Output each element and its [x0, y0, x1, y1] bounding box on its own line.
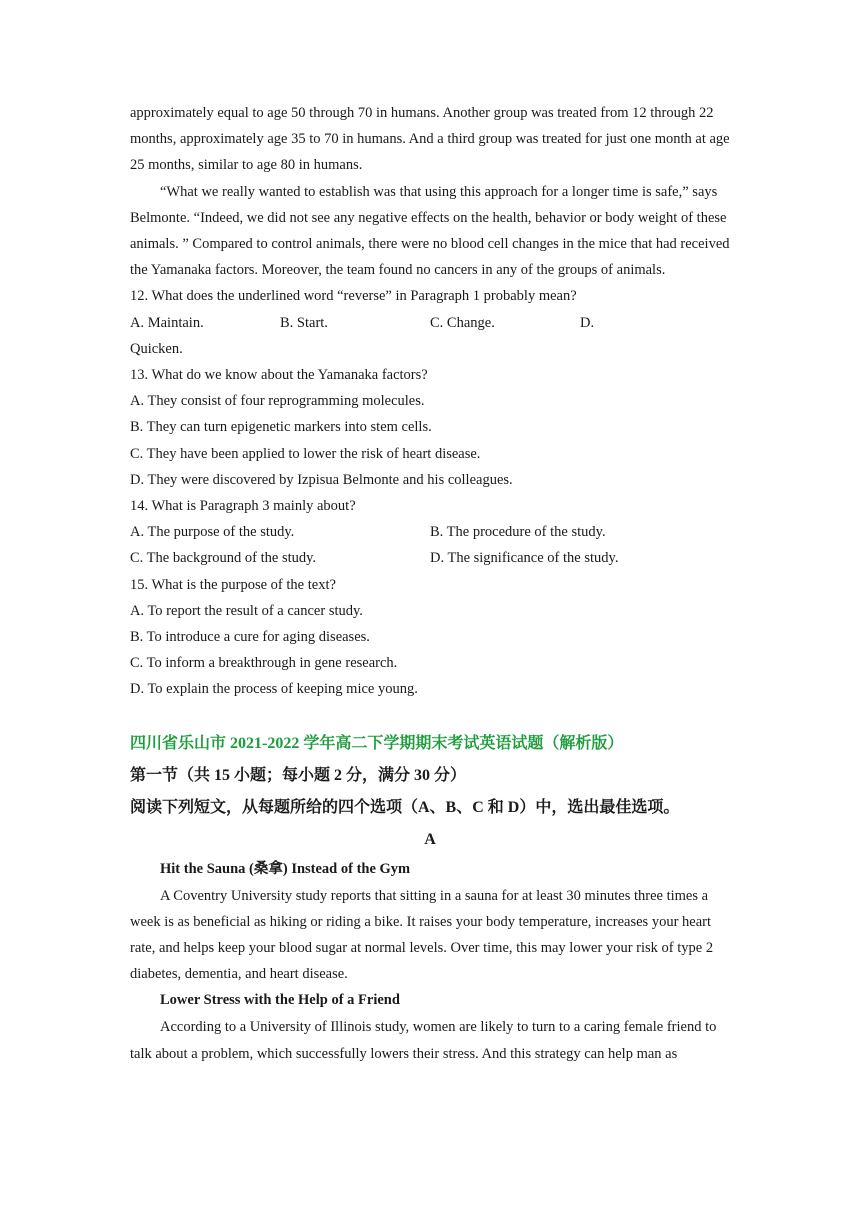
passage-subheading: Hit the Sauna (桑拿) Instead of the Gym [160, 860, 411, 877]
passage-subheading: Lower Stress with the Help of a Friend [160, 992, 400, 1009]
passage-paragraph: A Coventry University study reports that sitting in a sauna for at least 30 minutes three times a week is as beneficial as hiking or riding a bike. It raises your body temperature, increases your heart rate, and helps keep your blood sugar at normal levels. Over time, this may lower your risk of type 2 diabetes, dementia, and heart disease. [130, 887, 714, 983]
option-b: B. The procedure of the study. [430, 524, 606, 541]
option-c: C. Change. [430, 314, 495, 331]
question-13-stem: 13. What do we know about the Yamanaka factors? [130, 367, 428, 384]
document-page [130, 100, 730, 1067]
section-heading: 第一节（共 15 小题；每小题 2 分，满分 30 分） [130, 766, 467, 784]
option-b: B. To introduce a cure for aging diseases. [130, 629, 370, 646]
option-a: A. Maintain. [130, 314, 204, 331]
passage-paragraph: approximately equal to age 50 through 70 in humans. Another group was treated from 12 through 22 months, approximately age 35 to 70 in humans. And a third group was treated for just one month at age 25 months, similar to age 80 in humans. [130, 105, 730, 174]
passage-paragraph: “What we really wanted to establish was that using this approach for a longer time is safe,” says Belmonte. “Indeed, we did not see any negative effects on the health, behavior or body weight of these animals. ” Compared to control animals, there were no blood cell changes in the mice that had received the Yamanaka factors. Moreover, the team found no cancers in any of the groups of animals. [130, 183, 730, 279]
option-c: C. They have been applied to lower the risk of heart disease. [130, 445, 481, 462]
question-15-stem: 15. What is the purpose of the text? [130, 576, 336, 593]
option-d: D. They were discovered by Izpisua Belmonte and his colleagues. [130, 471, 513, 488]
option-d: D. The significance of the study. [430, 550, 619, 567]
question-12-stem: 12. What does the underlined word “reverse” in Paragraph 1 probably mean? [130, 288, 577, 305]
exam-title: 四川省乐山市 2021-2022 学年高二下学期期末考试英语试题（解析版） [130, 734, 624, 752]
question-14-stem: 14. What is Paragraph 3 mainly about? [130, 498, 356, 515]
option-c: C. To inform a breakthrough in gene research. [130, 655, 398, 672]
passage-letter: A [424, 830, 436, 848]
option-a: A. The purpose of the study. [130, 524, 295, 541]
option-d-continued: Quicken. [130, 340, 183, 357]
option-d: D. To explain the process of keeping mice young. [130, 681, 418, 698]
option-c: C. The background of the study. [130, 550, 317, 567]
question-14-options-row2 [130, 545, 730, 571]
option-b: B. Start. [280, 314, 328, 331]
option-b: B. They can turn epigenetic markers into stem cells. [130, 419, 432, 436]
question-12-options [130, 310, 730, 336]
option-a: A. They consist of four reprogramming molecules. [130, 393, 425, 410]
section-instruction: 阅读下列短文，从每题所给的四个选项（A、B、C 和 D）中，选出最佳选项。 [130, 798, 680, 816]
option-a: A. To report the result of a cancer study. [130, 602, 363, 619]
passage-paragraph: According to a University of Illinois study, women are likely to turn to a caring female friend to talk about a problem, which successfully lowers their stress. And this strategy can help man as [130, 1019, 717, 1062]
question-14-options-row1 [130, 519, 730, 545]
option-d: D. [580, 314, 595, 331]
